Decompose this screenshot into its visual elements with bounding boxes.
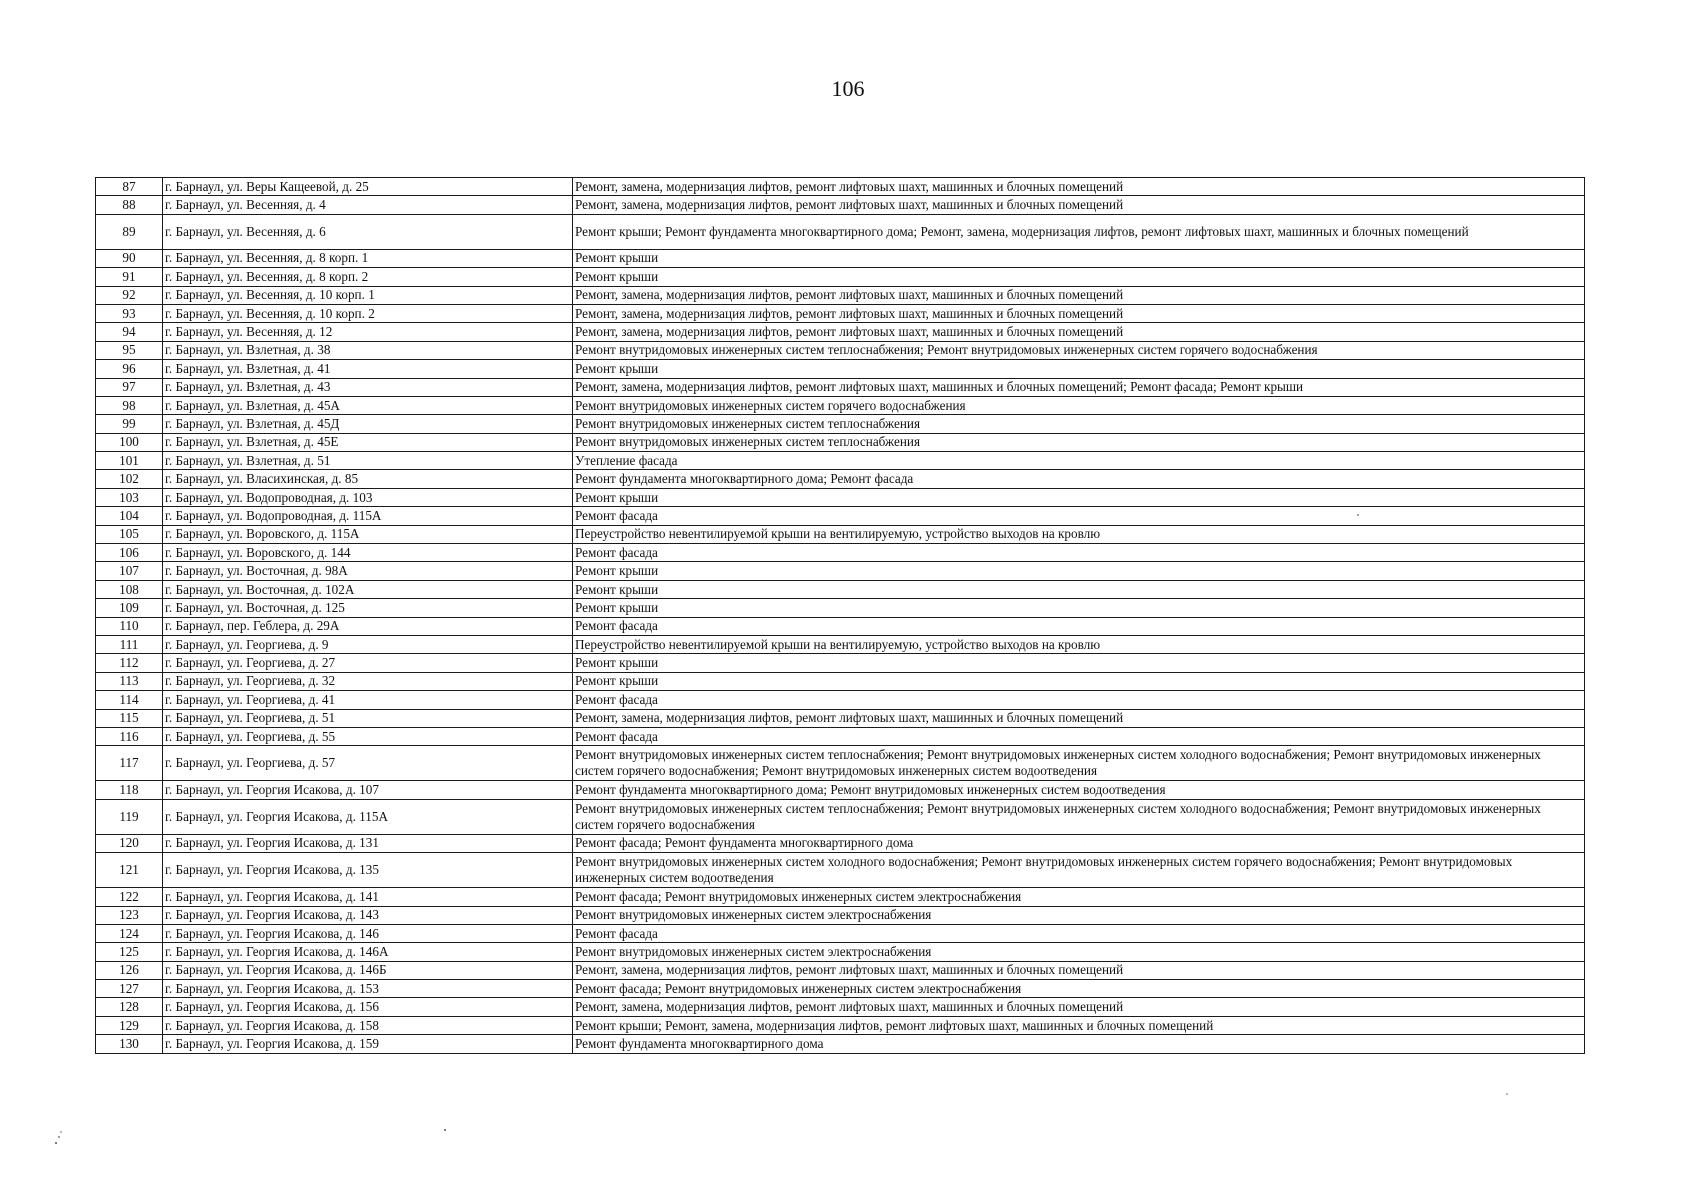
row-number-cell: 109 [96, 599, 163, 617]
works-cell: Ремонт внутридомовых инженерных систем теплоснабжения; Ремонт внутридомовых инженерных систем горячего водоснабжения [573, 341, 1585, 359]
works-cell: Ремонт внутридомовых инженерных систем теплоснабжения [573, 415, 1585, 433]
works-cell: Ремонт фасада; Ремонт внутридомовых инженерных систем электроснабжения [573, 888, 1585, 906]
works-cell: Ремонт, замена, модернизация лифтов, ремонт лифтовых шахт, машинных и блочных помещений [573, 998, 1585, 1016]
row-number-cell: 107 [96, 562, 163, 580]
address-cell: г. Барнаул, ул. Георгиева, д. 51 [163, 709, 573, 727]
address-cell: г. Барнаул, ул. Воровского, д. 144 [163, 544, 573, 562]
works-cell: Ремонт, замена, модернизация лифтов, ремонт лифтовых шахт, машинных и блочных помещений [573, 178, 1585, 196]
row-number-cell: 111 [96, 635, 163, 653]
works-cell: Ремонт, замена, модернизация лифтов, ремонт лифтовых шахт, машинных и блочных помещений [573, 709, 1585, 727]
row-number-cell: 99 [96, 415, 163, 433]
address-cell: г. Барнаул, ул. Весенняя, д. 10 корп. 2 [163, 304, 573, 322]
works-cell: Ремонт, замена, модернизация лифтов, ремонт лифтовых шахт, машинных и блочных помещений [573, 961, 1585, 979]
row-number-cell: 105 [96, 525, 163, 543]
works-cell: Ремонт фасада [573, 727, 1585, 745]
works-cell: Ремонт фундамента многоквартирного дома; Ремонт внутридомовых инженерных систем водоотведения [573, 781, 1585, 799]
address-cell: г. Барнаул, ул. Взлетная, д. 41 [163, 360, 573, 378]
row-number-cell: 88 [96, 196, 163, 214]
address-cell: г. Барнаул, ул. Георгиева, д. 32 [163, 672, 573, 690]
address-cell: г. Барнаул, ул. Георгия Исакова, д. 131 [163, 834, 573, 852]
row-number-cell: 95 [96, 341, 163, 359]
row-number-cell: 90 [96, 249, 163, 267]
row-number-cell: 102 [96, 470, 163, 488]
row-number-cell: 103 [96, 488, 163, 506]
row-number-cell: 115 [96, 709, 163, 727]
works-cell: Ремонт, замена, модернизация лифтов, ремонт лифтовых шахт, машинных и блочных помещений [573, 304, 1585, 322]
address-cell: г. Барнаул, ул. Взлетная, д. 45Е [163, 433, 573, 451]
address-cell: г. Барнаул, ул. Весенняя, д. 6 [163, 214, 573, 249]
works-cell: Ремонт крыши [573, 249, 1585, 267]
row-number-cell: 125 [96, 943, 163, 961]
row-number-cell: 100 [96, 433, 163, 451]
row-number-cell: 130 [96, 1035, 163, 1053]
works-cell: Переустройство невентилируемой крыши на вентилируемую, устройство выходов на кровлю [573, 525, 1585, 543]
address-cell: г. Барнаул, ул. Воровского, д. 115А [163, 525, 573, 543]
works-cell: Ремонт крыши [573, 580, 1585, 598]
works-cell: Ремонт внутридомовых инженерных систем электроснабжения [573, 906, 1585, 924]
address-cell: г. Барнаул, ул. Георгия Исакова, д. 156 [163, 998, 573, 1016]
works-cell: Ремонт фундамента многоквартирного дома [573, 1035, 1585, 1053]
works-cell: Ремонт фасада [573, 507, 1585, 525]
address-cell: г. Барнаул, ул. Георгия Исакова, д. 107 [163, 781, 573, 799]
address-cell: г. Барнаул, ул. Веры Кащеевой, д. 25 [163, 178, 573, 196]
row-number-cell: 120 [96, 834, 163, 852]
works-cell: Ремонт внутридомовых инженерных систем теплоснабжения [573, 433, 1585, 451]
address-cell: г. Барнаул, ул. Георгия Исакова, д. 146А [163, 943, 573, 961]
address-cell: г. Барнаул, ул. Георгия Исакова, д. 146 [163, 924, 573, 942]
row-number-cell: 117 [96, 746, 163, 781]
address-cell: г. Барнаул, ул. Георгиева, д. 9 [163, 635, 573, 653]
row-number-cell: 87 [96, 178, 163, 196]
address-cell: г. Барнаул, ул. Власихинская, д. 85 [163, 470, 573, 488]
works-cell: Ремонт фасада [573, 691, 1585, 709]
address-cell: г. Барнаул, ул. Георгия Исакова, д. 159 [163, 1035, 573, 1053]
works-cell: Ремонт крыши [573, 488, 1585, 506]
row-number-cell: 89 [96, 214, 163, 249]
row-number-cell: 114 [96, 691, 163, 709]
row-number-cell: 93 [96, 304, 163, 322]
address-cell: г. Барнаул, ул. Георгия Исакова, д. 143 [163, 906, 573, 924]
row-number-cell: 119 [96, 799, 163, 834]
works-cell: Ремонт крыши; Ремонт фундамента многоквартирного дома; Ремонт, замена, модернизация лифтов, ремонт лифтовых шахт, машинных и блочных помещений [573, 214, 1585, 249]
row-number-cell: 94 [96, 323, 163, 341]
works-cell: Ремонт фасада [573, 924, 1585, 942]
row-number-cell: 129 [96, 1016, 163, 1034]
address-cell: г. Барнаул, ул. Взлетная, д. 45Д [163, 415, 573, 433]
address-cell: г. Барнаул, ул. Георгиева, д. 27 [163, 654, 573, 672]
address-cell: г. Барнаул, ул. Георгия Исакова, д. 153 [163, 980, 573, 998]
address-cell: г. Барнаул, ул. Восточная, д. 125 [163, 599, 573, 617]
row-number-cell: 98 [96, 396, 163, 414]
address-cell: г. Барнаул, ул. Весенняя, д. 10 корп. 1 [163, 286, 573, 304]
row-number-cell: 104 [96, 507, 163, 525]
address-cell: г. Барнаул, ул. Георгиева, д. 41 [163, 691, 573, 709]
address-cell: г. Барнаул, ул. Взлетная, д. 45А [163, 396, 573, 414]
address-cell: г. Барнаул, ул. Взлетная, д. 38 [163, 341, 573, 359]
address-cell: г. Барнаул, ул. Взлетная, д. 51 [163, 452, 573, 470]
works-cell: Ремонт фасада; Ремонт внутридомовых инженерных систем электроснабжения [573, 980, 1585, 998]
works-cell: Ремонт крыши [573, 672, 1585, 690]
works-cell: Ремонт крыши [573, 654, 1585, 672]
works-cell: Ремонт внутридомовых инженерных систем горячего водоснабжения [573, 396, 1585, 414]
row-number-cell: 122 [96, 888, 163, 906]
works-cell: Ремонт крыши [573, 360, 1585, 378]
works-cell: Ремонт, замена, модернизация лифтов, ремонт лифтовых шахт, машинных и блочных помещений [573, 286, 1585, 304]
address-cell: г. Барнаул, ул. Георгиева, д. 55 [163, 727, 573, 745]
works-cell: Ремонт внутридомовых инженерных систем теплоснабжения; Ремонт внутридомовых инженерных систем холодного водоснабжения; Ремонт внутридомовых инженерных систем горячего водоснабжения; Ремонт внутридомовых инженерных систем водоотведения [573, 746, 1585, 781]
works-cell: Ремонт внутридомовых инженерных систем холодного водоснабжения; Ремонт внутридомовых инженерных систем горячего водоснабжения; Ремонт внутридомовых инженерных систем водоотведения [573, 853, 1585, 888]
works-cell: Ремонт, замена, модернизация лифтов, ремонт лифтовых шахт, машинных и блочных помещений [573, 196, 1585, 214]
address-cell: г. Барнаул, ул. Водопроводная, д. 115А [163, 507, 573, 525]
row-number-cell: 91 [96, 268, 163, 286]
row-number-cell: 128 [96, 998, 163, 1016]
works-cell: Ремонт фасада [573, 544, 1585, 562]
row-number-cell: 106 [96, 544, 163, 562]
works-cell: Ремонт крыши [573, 599, 1585, 617]
row-number-cell: 121 [96, 853, 163, 888]
works-cell: Ремонт фасада [573, 617, 1585, 635]
row-number-cell: 124 [96, 924, 163, 942]
page-number: 106 [831, 76, 865, 101]
row-number-cell: 101 [96, 452, 163, 470]
row-number-cell: 126 [96, 961, 163, 979]
address-cell: г. Барнаул, ул. Взлетная, д. 43 [163, 378, 573, 396]
address-cell: г. Барнаул, ул. Георгия Исакова, д. 141 [163, 888, 573, 906]
works-cell: Ремонт, замена, модернизация лифтов, ремонт лифтовых шахт, машинных и блочных помещений [573, 323, 1585, 341]
address-cell: г. Барнаул, ул. Весенняя, д. 4 [163, 196, 573, 214]
works-cell: Ремонт фасада; Ремонт фундамента многоквартирного дома [573, 834, 1585, 852]
works-cell: Ремонт внутридомовых инженерных систем электроснабжения [573, 943, 1585, 961]
row-number-cell: 92 [96, 286, 163, 304]
row-number-cell: 113 [96, 672, 163, 690]
works-cell: Ремонт внутридомовых инженерных систем теплоснабжения; Ремонт внутридомовых инженерных систем холодного водоснабжения; Ремонт внутридомовых инженерных систем горячего водоснабжения [573, 799, 1585, 834]
row-number-cell: 118 [96, 781, 163, 799]
address-cell: г. Барнаул, ул. Георгия Исакова, д. 115А [163, 799, 573, 834]
address-cell: г. Барнаул, ул. Георгия Исакова, д. 135 [163, 853, 573, 888]
works-cell: Ремонт фундамента многоквартирного дома; Ремонт фасада [573, 470, 1585, 488]
works-cell: Переустройство невентилируемой крыши на вентилируемую, устройство выходов на кровлю [573, 635, 1585, 653]
works-cell: Ремонт крыши; Ремонт, замена, модернизация лифтов, ремонт лифтовых шахт, машинных и блочных помещений [573, 1016, 1585, 1034]
address-cell: г. Барнаул, ул. Георгия Исакова, д. 146Б [163, 961, 573, 979]
address-cell: г. Барнаул, ул. Восточная, д. 98А [163, 562, 573, 580]
address-cell: г. Барнаул, ул. Восточная, д. 102А [163, 580, 573, 598]
row-number-cell: 112 [96, 654, 163, 672]
works-cell: Утепление фасада [573, 452, 1585, 470]
row-number-cell: 110 [96, 617, 163, 635]
row-number-cell: 108 [96, 580, 163, 598]
row-number-cell: 123 [96, 906, 163, 924]
address-cell: г. Барнаул, ул. Георгия Исакова, д. 158 [163, 1016, 573, 1034]
address-cell: г. Барнаул, ул. Георгиева, д. 57 [163, 746, 573, 781]
works-cell: Ремонт, замена, модернизация лифтов, ремонт лифтовых шахт, машинных и блочных помещений; Ремонт фасада; Ремонт крыши [573, 378, 1585, 396]
row-number-cell: 97 [96, 378, 163, 396]
address-cell: г. Барнаул, ул. Весенняя, д. 8 корп. 2 [163, 268, 573, 286]
works-cell: Ремонт крыши [573, 268, 1585, 286]
row-number-cell: 116 [96, 727, 163, 745]
row-number-cell: 96 [96, 360, 163, 378]
address-cell: г. Барнаул, пер. Геблера, д. 29А [163, 617, 573, 635]
address-cell: г. Барнаул, ул. Весенняя, д. 8 корп. 1 [163, 249, 573, 267]
row-number-cell: 127 [96, 980, 163, 998]
address-cell: г. Барнаул, ул. Водопроводная, д. 103 [163, 488, 573, 506]
address-cell: г. Барнаул, ул. Весенняя, д. 12 [163, 323, 573, 341]
works-cell: Ремонт крыши [573, 562, 1585, 580]
